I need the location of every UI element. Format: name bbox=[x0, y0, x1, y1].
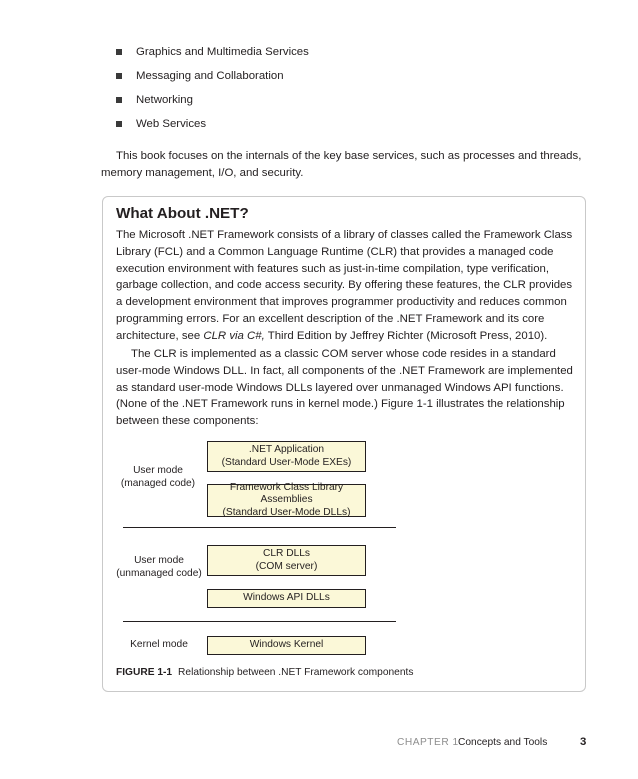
fcl-box bbox=[207, 481, 366, 518]
book-title: CLR via C#, bbox=[203, 329, 265, 342]
box-line: Framework Class Library Assemblies bbox=[229, 481, 344, 506]
box-line: (Standard User-Mode EXEs) bbox=[221, 456, 352, 468]
sidebar-paragraph-1 bbox=[116, 227, 576, 345]
sidebar-title: What About .NET? bbox=[116, 205, 249, 222]
box-line: (Standard User-Mode DLLs) bbox=[222, 506, 351, 518]
label-line: User mode bbox=[133, 465, 183, 476]
unmanaged-mode-label bbox=[113, 555, 205, 580]
list-item bbox=[116, 88, 309, 112]
mode-separator-line bbox=[123, 527, 396, 528]
box-line: Windows Kernel bbox=[249, 639, 324, 651]
list-item bbox=[116, 112, 309, 136]
page-number: 3 bbox=[580, 736, 587, 748]
footer-chapter: CHAPTER 1 bbox=[397, 737, 459, 748]
bullet-square-icon bbox=[116, 121, 122, 127]
list-item-text: Graphics and Multimedia Services bbox=[136, 46, 309, 58]
net-application-box bbox=[207, 441, 366, 472]
label-line: (unmanaged code) bbox=[116, 567, 202, 579]
box-line: (COM server) bbox=[255, 560, 318, 572]
managed-mode-label bbox=[113, 465, 203, 490]
list-item bbox=[116, 40, 309, 64]
intro-paragraph: This book focuses on the internals of the key base services, such as processes and threads, memory management, I/O, and security. bbox=[101, 150, 582, 179]
clr-dlls-box bbox=[207, 545, 366, 576]
list-item-text: Web Services bbox=[136, 118, 207, 130]
windows-kernel-box bbox=[207, 636, 366, 655]
box-line: .NET Application bbox=[248, 444, 325, 455]
framework-diagram bbox=[103, 435, 583, 665]
footer-chapter-title: Concepts and Tools bbox=[458, 737, 548, 748]
list-item bbox=[116, 64, 309, 88]
bullet-square-icon bbox=[116, 97, 122, 103]
kernel-mode-label: Kernel mode bbox=[130, 639, 188, 650]
caption-label: FIGURE 1-1 bbox=[116, 667, 173, 678]
list-item-text: Messaging and Collaboration bbox=[136, 70, 284, 82]
sidebar-box bbox=[102, 196, 586, 692]
label-line: (managed code) bbox=[120, 477, 196, 489]
box-line: CLR DLLs bbox=[263, 548, 310, 559]
page-footer bbox=[0, 737, 638, 751]
figure-caption bbox=[116, 667, 413, 678]
list-item-text: Networking bbox=[136, 94, 193, 106]
caption-text: Relationship between .NET Framework components bbox=[178, 667, 414, 678]
bullet-list bbox=[116, 40, 309, 136]
bullet-square-icon bbox=[116, 49, 122, 55]
bullet-square-icon bbox=[116, 73, 122, 79]
sidebar-paragraph-2: The CLR is implemented as a classic COM server whose code resides in a standard user-mode Windows DLL. In fact, all components of the .NET Framework are implemented as standard user-mode Windows DLLs layered over unmanaged Windows API functions. (None of the .NET Framework runs in kernel mode.) Figure 1-1 illustrates the relationship between these components: bbox=[116, 348, 573, 428]
mode-separator-line bbox=[123, 621, 396, 622]
windows-api-box bbox=[207, 589, 366, 608]
paragraph-text: The Microsoft .NET Framework consists of a library of classes called the Framework Class Library (FCL) and a Common Language Runtime (CLR) that provides a managed code execution environment with features such as just-in-time compilation, type verification, garbage collection, and code access security. By offering these features, the CLR provides a development environment that improves programmer productivity and reduces common programming errors. For an excellent description of the .NET Framework and its core architecture, see bbox=[116, 229, 573, 342]
paragraph-text: Third Edition by Jeffrey Richter (Microsoft Press, 2010). bbox=[264, 329, 548, 342]
box-line: Windows API DLLs bbox=[243, 592, 330, 604]
label-line: User mode bbox=[134, 555, 184, 566]
